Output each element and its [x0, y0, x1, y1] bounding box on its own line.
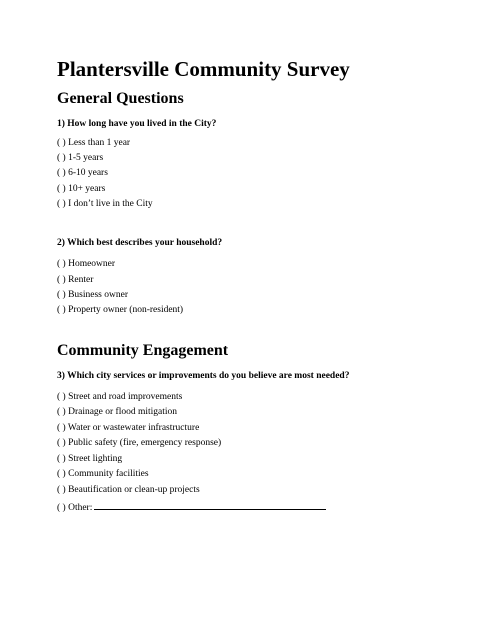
option-beautification[interactable]: ( ) Beautification or clean-up projects	[57, 485, 200, 495]
section-heading-community: Community Engagement	[57, 342, 229, 359]
option-6-10-years[interactable]: ( ) 6-10 years	[57, 168, 108, 178]
option-less-than-1-year[interactable]: ( ) Less than 1 year	[57, 138, 131, 148]
option-business-owner[interactable]: ( ) Business owner	[57, 290, 128, 300]
option-not-in-city[interactable]: ( ) I don’t live in the City	[57, 199, 153, 209]
option-other[interactable]	[57, 500, 326, 513]
option-homeowner[interactable]: ( ) Homeowner	[57, 259, 116, 269]
option-drainage[interactable]: ( ) Drainage or flood mitigation	[57, 407, 178, 417]
question-2: 2) Which best describes your household?	[57, 238, 223, 248]
option-property-owner[interactable]: ( ) Property owner (non-resident)	[57, 305, 184, 315]
option-water[interactable]: ( ) Water or wastewater infrastructure	[57, 423, 200, 433]
option-1-5-years[interactable]: ( ) 1-5 years	[57, 153, 104, 163]
question-3: 3) Which city services or improvements do you believe are most needed?	[57, 371, 350, 381]
option-other-label: ( ) Other:	[57, 503, 93, 513]
option-community-facilities[interactable]: ( ) Community facilities	[57, 469, 149, 479]
option-10-plus-years[interactable]: ( ) 10+ years	[57, 184, 106, 194]
page-title: Plantersville Community Survey	[57, 57, 350, 81]
option-renter[interactable]: ( ) Renter	[57, 275, 94, 285]
option-public-safety[interactable]: ( ) Public safety (fire, emergency response)	[57, 438, 222, 448]
other-text-line[interactable]	[94, 500, 326, 510]
question-1: 1) How long have you lived in the City?	[57, 119, 217, 129]
section-heading-general: General Questions	[57, 90, 184, 107]
option-street-road[interactable]: ( ) Street and road improvements	[57, 392, 183, 402]
option-street-lighting[interactable]: ( ) Street lighting	[57, 454, 123, 464]
